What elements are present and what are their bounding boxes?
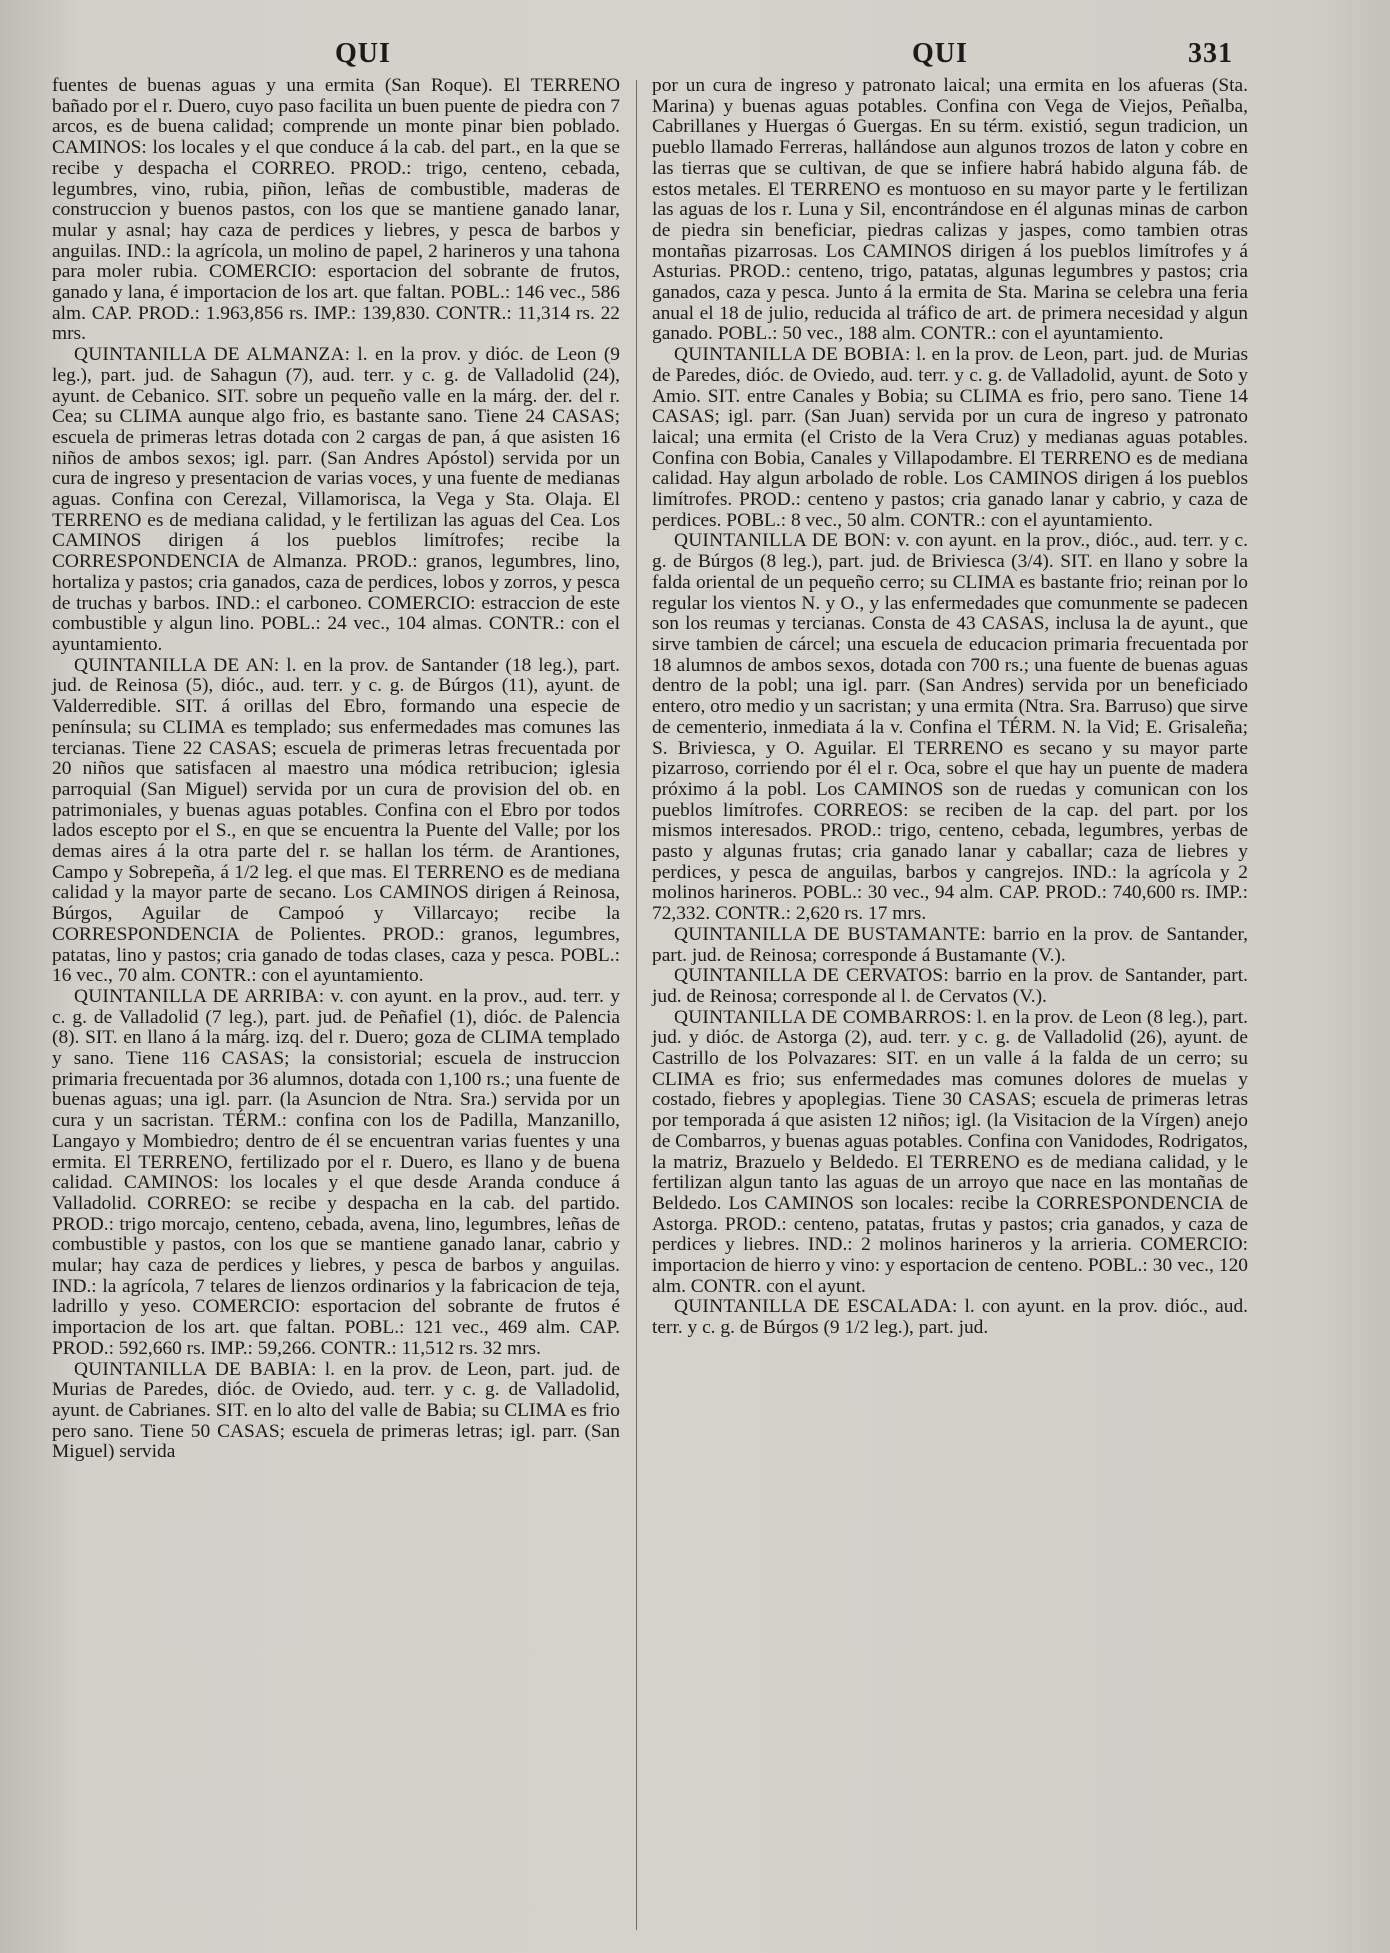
entry-quintanilla-de-babia: QUINTANILLA DE BABIA: l. en la prov. de Leon, part. jud. de Murias de Paredes, dióc. de Oviedo, aud. terr. y c. g. de Valladolid, ayunt. de Cabrianes. SIT. en lo alto del valle de Babia; su CLIMA es frio pero sano. Tiene 50 CASAS; escuela de primeras letras; igl. parr. (San Miguel) servida xyxy=(52,1358,620,1463)
entry-quintanilla-de-bon: QUINTANILLA DE BON: v. con ayunt. en la prov., dióc., aud. terr. y c. g. de Búrgos (8 leg.), part. jud. de Briviesca (3/4). SIT. en llano y sobre la falda oriental de un pequeño cerro; su CLIMA es bastante frio; reinan por lo regular los vientos N. y O., y las enfermedades que comunmente se padecen son los reumas y tercianas. Consta de 43 CASAS, inclusa la de ayunt., que sirve tambien de cárcel; una escuela de educacion primaria frecuentada por 18 alumnos de ambos sexos, dotada con 700 rs.; una fuente de buenas aguas dentro de la pobl; una igl. parr. (San Andres) servida por un beneficiado entero, otro medio y un sacristan; y una ermita (Ntra. Sra. Barruso) que sirve de cementerio, inmediata á la v. Confina el TÉRM. N. la Vid; E. Grisaleña; S. Briviesca, y O. Aguilar. El TERRENO es secano y su mayor parte pizarroso, corriendo por él el r. Oca, sobre el que hay un puente de madera próximo á la pobl. Los CAMINOS son de ruedas y comunican con los pueblos limítrofes. CORREOS: se reciben de la cap. del part. por los mismos interesados. PROD.: trigo, centeno, cebada, legumbres, yerbas de pasto y algunas frutas; cria ganado lanar y caballar; caza de liebres y perdices, y pesca de anguilas, barbos y cangrejos. IND.: la agrícola y 2 molinos harineros. POBL.: 30 vec., 94 alm. CAP. PROD.: 740,600 rs. IMP.: 72,332. CONTR.: 2,620 rs. 17 mrs. xyxy=(652,530,1248,925)
entry-quintanilla-de-arriba: QUINTANILLA DE ARRIBA: v. con ayunt. en la prov., aud. terr. y c. g. de Valladolid (7 leg.), part. jud. de Peñafiel (1), dióc. de Palencia (8). SIT. en llano á la márg. izq. del r. Duero; goza de CLIMA templado y sano. Tiene 116 CASAS; la consistorial; escuela de instruccion primaria frecuentada por 36 alumnos, dotada con 1,100 rs.; una fuente de buenas aguas; una igl. parr. (la Asuncion de Ntra. Sra.) servida por un cura y un sacristan. TÉRM.: confina con los de Padilla, Manzanillo, Langayo y Mombiedro; dentro de él se encuentran varias fuentes y una ermita. El TERRENO, fertilizado por el r. Duero, es llano y de buena calidad. CAMINOS: los locales y el que desde Aranda conduce á Valladolid. CORREO: se recibe y despacha en la cab. del partido. PROD.: trigo morcajo, centeno, cebada, avena, lino, legumbres, leñas de combustible y pastos, con los que se mantiene ganado lanar, cabrio y mular; hay caza de perdices y liebres, y pesca de barbos y anguilas. IND.: la agrícola, 7 telares de lienzos ordinarios y la fabricacion de teja, ladrillo y yeso. COMERCIO: esportacion del sobrante de frutos é importacion de los art. que faltan. POBL.: 121 vec., 469 alm. CAP. PROD.: 592,660 rs. IMP.: 59,266. CONTR.: 11,512 rs. 32 mrs. xyxy=(52,985,620,1359)
entry-headword: QUINTANILLA DE ESCALADA xyxy=(674,1296,952,1318)
entry-headword: QUINTANILLA DE BON xyxy=(674,530,886,552)
entry-quintanilla-de-combarros: QUINTANILLA DE COMBARROS: l. en la prov. de Leon (8 leg.), part. jud. y dióc. de Astorga (2), aud. terr. y c. g. de Valladolid (26), ayunt. de Castrillo de los Polvazares: SIT. en un valle á la falda de un cerro; su CLIMA es frio; sus enfermedades mas comunes dolores de muelas y costado, fiebres y apoplegias. Tiene 30 CASAS; escuela de primeras letras por temporada á que asisten 12 niños; igl. (la Visitacion de la Vírgen) anejo de Combarros, y buenas aguas potables. Confina con Vanidodes, Rodrigatos, la matriz, Brazuelo y Beldedo. El TERRENO es de mediana calidad, y le fertilizan algun tanto las aguas de un arroyo que nace en las montañas de Beldedo. Los CAMINOS son locales: recibe la CORRESPONDENCIA de Astorga. PROD.: centeno, patatas, frutas y pastos; cria ganados, y caza de perdices y liebres. IND.: 2 molinos harineros y la arrieria. COMERCIO: importacion de hierro y vino: y esportacion de centeno. POBL.: 30 vec., 120 alm. CONTR. con el ayunt. xyxy=(652,1006,1248,1297)
entry-headword: QUINTANILLA DE BUSTAMANTE xyxy=(674,923,981,945)
entry-quintanilla-de-an: QUINTANILLA DE AN: l. en la prov. de Santander (18 leg.), part. jud. de Reinosa (5), dióc., aud. terr. y c. g. de Búrgos (11), ayunt. de Valderredible. SIT. á orillas del Ebro, formando una especie de península; su CLIMA es templado; sus enfermedades mas comunes las tercianas. Tiene 22 CASAS; escuela de primeras letras frecuentada por 20 niños que satisfacen al maestro una módica retribucion; iglesia parroquial (San Miguel) servida por un cura de provision del ob. en patrimoniales, y buenas aguas potables. Confina con el Ebro por todos lados escepto por el S., en que se encuentra la Puente del Valle; por los demas aires á la otra parte del r. se hallan los térm. de Arantiones, Campo y Sobrepeña, á 1/2 leg. el que mas. El TERRENO es de mediana calidad y la mayor parte de secano. Los CAMINOS dirigen á Reinosa, Búrgos, Aguilar de Campoó y Villarcayo; recibe la CORRESPONDENCIA de Polientes. PROD.: granos, legumbres, patatas, lino y pastos; cria ganado de todas clases, caza y pesca. POBL.: 16 vec., 70 alm. CONTR.: con el ayuntamiento. xyxy=(52,654,620,987)
left-column xyxy=(52,76,620,1463)
entry-headword: QUINTANILLA DE ALMANZA xyxy=(74,344,345,366)
entry-quintanilla-de-cervatos: QUINTANILLA DE CERVATOS: barrio en la prov. de Santander, part. jud. de Reinosa; corresponde al l. de Cervatos (V.). xyxy=(652,965,1248,1007)
entry-quintanilla-de-escalada: QUINTANILLA DE ESCALADA: l. con ayunt. en la prov. dióc., aud. terr. y c. g. de Búrgos (9 1/2 leg.), part. jud. xyxy=(652,1296,1248,1339)
entry-headword: QUINTANILLA DE BABIA xyxy=(74,1358,311,1380)
right-column xyxy=(652,76,1248,1339)
right-running-head: QUI xyxy=(912,38,968,69)
entry-headword: QUINTANILLA DE COMBARROS xyxy=(674,1006,967,1028)
entry-headword: QUINTANILLA DE BOBIA xyxy=(674,344,906,366)
entry-continuation: por un cura de ingreso y patronato laical; una ermita en los afueras (Sta. Marina) y buenas aguas potables. Confina con Vega de Viejos, Peñalba, Cabrillanes y Huergas ó Guergas. En su térm. existió, segun tradicion, un pueblo llamado Ferreras, hallándose aun algunos trozos de laton y cobre en las tierras que se cultivan, de que se infiere habrá habido alguna fáb. de estos metales. El TERRENO es montuoso en su mayor parte y le fertilizan las aguas de los r. Luna y Sil, encontrándose en él algunas minas de carbon de piedra sin beneficiar, piedras calizas y jaspes, como tambien otras montañas pizarrosas. Los CAMINOS dirigen á los pueblos limítrofes y á Asturias. PROD.: centeno, trigo, patatas, algunas legumbres y pastos; cria ganados, caza y pesca. Junto á la ermita de Sta. Marina se celebra una feria anual el 18 de julio, reducida al tráfico de art. de primera necesidad y algun ganado. POBL.: 50 vec., 188 alm. CONTR.: con el ayuntamiento. xyxy=(652,75,1248,345)
entry-headword: QUINTANILLA DE ARRIBA xyxy=(74,985,319,1007)
entry-headword: QUINTANILLA DE CERVATOS xyxy=(674,965,944,987)
entry-quintanilla-de-bustamante: QUINTANILLA DE BUSTAMANTE: barrio en la prov. de Santander, part. jud. de Reinosa; corresponde á Bustamante (V.). xyxy=(652,923,1249,966)
entry-headword: QUINTANILLA DE AN xyxy=(74,654,274,676)
left-running-head: QUI xyxy=(335,38,391,69)
entry-quintanilla-de-almanza: QUINTANILLA DE ALMANZA: l. en la prov. y dióc. de Leon (9 leg.), part. jud. de Sahagun (7), aud. terr. y c. g. de Valladolid (24), ayunt. de Cebanico. SIT. sobre un pequeño valle en la márg. der. del r. Cea; su CLIMA aunque algo frio, es bastante sano. Tiene 24 CASAS; escuela de primeras letras dotada con 2 cargas de pan, á que asisten 16 niños de ambos sexos; igl. parr. (San Andres Apóstol) servida por un cura de ingreso y presentacion de varias voces, y una fuente de medianas aguas. Confina con Cerezal, Villamorisca, la Vega y Sta. Olaja. El TERRENO es de mediana calidad, y le fertilizan las aguas del Cea. Los CAMINOS dirigen á los pueblos limítrofes; recibe la CORRESPONDENCIA de Almanza. PROD.: granos, legumbres, lino, hortaliza y pastos; cria ganados, caza de perdices, lobos y zorros, y pesca de truchas y barbos. IND.: el carboneo. COMERCIO: estraccion de este combustible y algun lino. POBL.: 24 vec., 104 almas. CONTR.: con el ayuntamiento. xyxy=(52,344,620,655)
page-number: 331 xyxy=(1188,38,1233,69)
entry-quintanilla-de-bobia: QUINTANILLA DE BOBIA: l. en la prov. de Leon, part. jud. de Murias de Paredes, dióc. de Oviedo, aud. terr. y c. g. de Valladolid, ayunt. de Soto y Amio. SIT. entre Canales y Bobia; su CLIMA es frio, pero sano. Tiene 14 CASAS; igl. parr. (San Juan) servida por un cura de ingreso y patronato laical; una ermita (el Cristo de la Vera Cruz) y medianas aguas potables. Confina con Bobia, Canales y Villapodambre. El TERRENO es de mediana calidad. Hay algun arbolado de roble. Los CAMINOS dirigen á los pueblos limítrofes. PROD.: centeno y pastos; cria ganado lanar y cabrio, y caza de perdices. POBL.: 8 vec., 50 alm. CONTR.: con el ayuntamiento. xyxy=(652,344,1249,531)
running-header xyxy=(0,38,1390,78)
entry-continuation: fuentes de buenas aguas y una ermita (San Roque). El TERRENO bañado por el r. Duero, cuyo paso facilita un buen puente de piedra con 7 arcos, es de buena calidad; comprende un monte pinar bien poblado. CAMINOS: los locales y el que conduce á la cab. del part., en la que se recibe y despacha el CORREO. PROD.: trigo, centeno, cebada, legumbres, vino, rubia, piñon, leñas de combustible, maderas de construccion y buenos pastos, con los que se mantiene ganado lanar, mular y asnal; hay caza de perdices y liebres, y pesca de barbos y anguilas. IND.: la agrícola, un molino de papel, 2 harineros y una tahona para moler rubia. COMERCIO: esportacion del sobrante de frutos, ganado y lana, é importacion de los art. que faltan. POBL.: 146 vec., 586 alm. CAP. PROD.: 1.963,856 rs. IMP.: 139,830. CONTR.: 11,314 rs. 22 mrs. xyxy=(52,75,620,345)
column-divider xyxy=(636,80,637,1930)
